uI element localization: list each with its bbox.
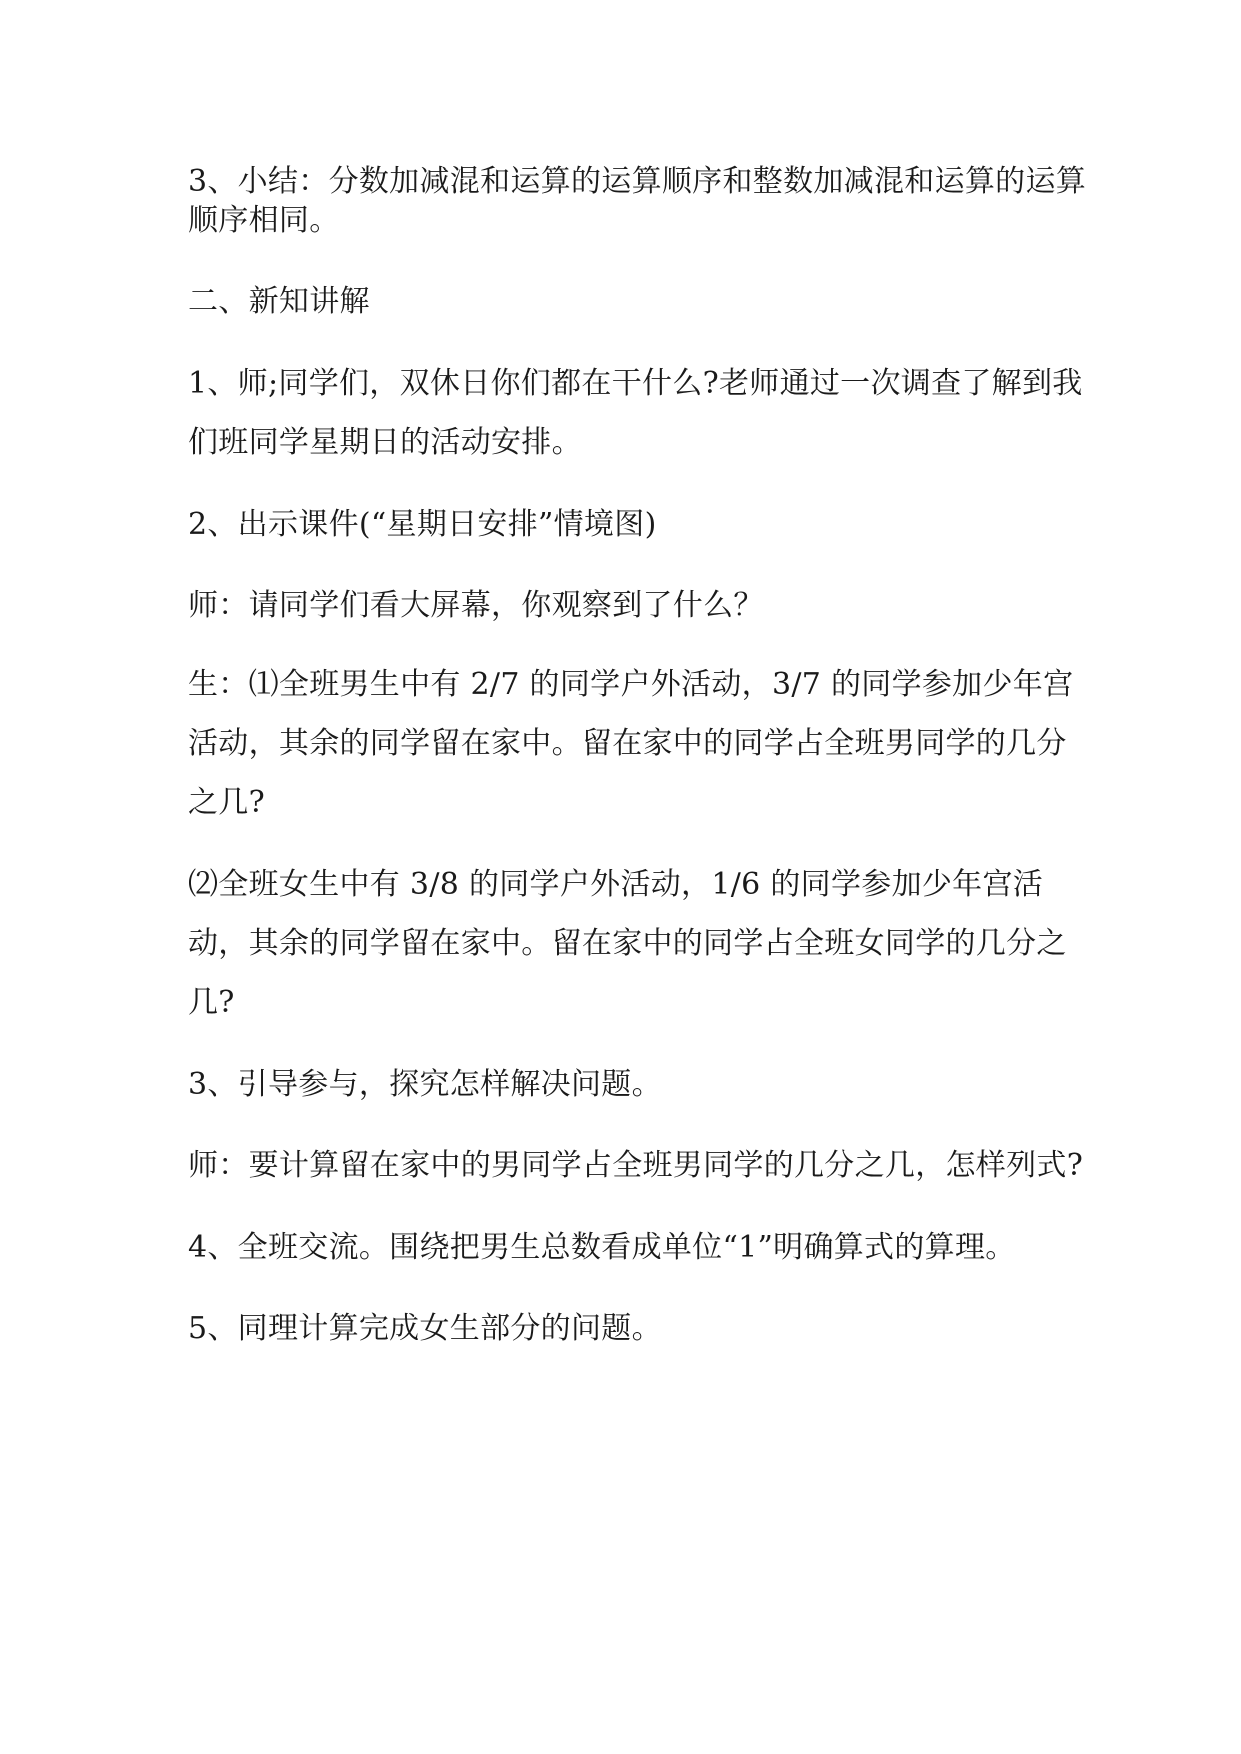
text-line: 们班同学星期日的活动安排。 xyxy=(188,425,582,460)
text-line: 5、同理计算完成女生部分的问题。 xyxy=(188,1311,662,1346)
text-line: 生：⑴全班男生中有 2/7 的同学户外活动，3/7 的同学参加少年宫 xyxy=(188,667,1074,702)
text-line: 之几? xyxy=(188,785,265,820)
text-line: 动，其余的同学留在家中。留在家中的同学占全班女同学的几分之 xyxy=(188,926,1067,961)
text-line: 4、全班交流。围绕把男生总数看成单位“1”明确算式的算理。 xyxy=(188,1230,1016,1265)
text-line: 师：请同学们看大屏幕，你观察到了什么？ xyxy=(188,588,764,623)
text-line: 几? xyxy=(188,985,235,1020)
text-line: ⑵全班女生中有 3/8 的同学户外活动，1/6 的同学参加少年宫活 xyxy=(188,867,1044,902)
text-line: 2、出示课件(“星期日安排”情境图) xyxy=(188,507,657,542)
text-line: 顺序相同。 xyxy=(188,203,340,238)
text-line: 3、小结：分数加减混和运算的运算顺序和整数加减混和运算的运算 xyxy=(188,164,1087,199)
text-line: 3、引导参与，探究怎样解决问题。 xyxy=(188,1067,662,1102)
text-line: 活动，其余的同学留在家中。留在家中的同学占全班男同学的几分 xyxy=(188,726,1067,761)
section-heading: 二、新知讲解 xyxy=(188,284,370,319)
text-line: 师：要计算留在家中的男同学占全班男同学的几分之几，怎样列式? xyxy=(188,1148,1084,1183)
text-line: 1、师;同学们，双休日你们都在干什么?老师通过一次调查了解到我 xyxy=(188,366,1083,401)
